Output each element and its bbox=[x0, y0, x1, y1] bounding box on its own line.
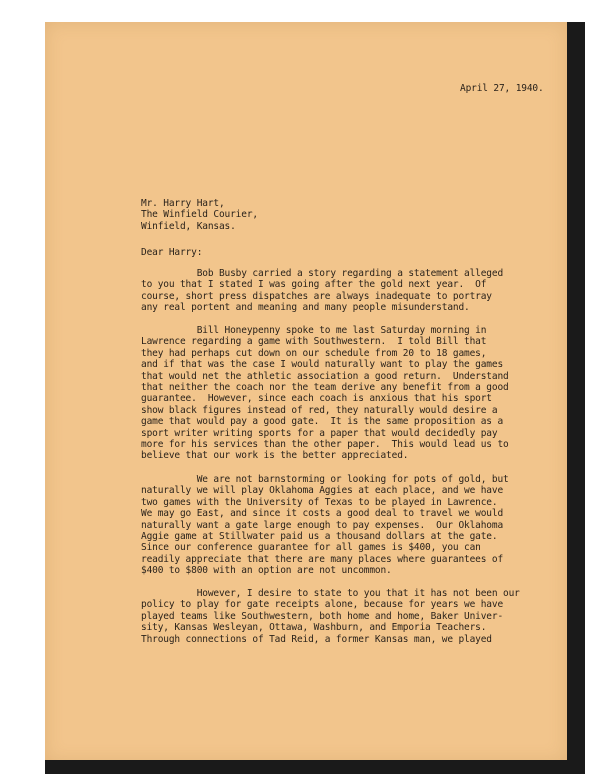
address-line: Mr. Harry Hart, bbox=[141, 198, 225, 209]
text-line: policy to play for gate receipts alone, because for years we have bbox=[141, 599, 504, 611]
text-line: game that would pay a good gate. It is the same proposition as a bbox=[141, 416, 504, 428]
text-line: two games with the University of Texas to be played in Lawrence. bbox=[141, 496, 498, 508]
paragraph-2 bbox=[141, 325, 509, 462]
text-line: Aggie game at Stillwater paid us a thousand dollars at the gate. bbox=[141, 531, 498, 543]
text-line: Through connections of Tad Reid, a former Kansas man, we played bbox=[141, 633, 492, 645]
address-line: Winfield, Kansas. bbox=[141, 220, 236, 232]
text-line: $400 to $800 with an option are not uncommon. bbox=[141, 565, 392, 577]
scan-border-right bbox=[567, 22, 585, 762]
text-line: We may go East, and since it costs a good deal to travel we would bbox=[141, 508, 504, 520]
text-line: Since our conference guarantee for all games is $400, you can bbox=[141, 542, 481, 554]
text-line: naturally want a gate large enough to pay expenses. Our Oklahoma bbox=[141, 519, 504, 531]
text-line: guarantee. However, since each coach is anxious that his sport bbox=[141, 393, 492, 405]
text-line: they had perhaps cut down on our schedule from 20 to 18 games, bbox=[141, 347, 487, 359]
text-line: more for his services than the other paper. This would lead us to bbox=[141, 439, 509, 451]
text-line: Lawrence regarding a game with Southwestern. I told Bill that bbox=[141, 336, 487, 348]
text-line: naturally we will play Oklahoma Aggies at each place, and we have bbox=[141, 485, 504, 497]
salutation: Dear Harry: bbox=[141, 247, 203, 258]
recipient-address bbox=[141, 198, 258, 232]
text-line: that would net the athletic association a good return. Understand bbox=[141, 370, 509, 382]
text-line: played teams like Southwestern, both home and home, Baker Univer- bbox=[141, 610, 504, 622]
text-line: However, I desire to state to you that it has not been our bbox=[141, 588, 520, 599]
text-line: sity, Kansas Wesleyan, Ottawa, Washburn, and Emporia Teachers. bbox=[141, 622, 487, 634]
text-line: show black figures instead of red, they naturally would desire a bbox=[141, 404, 498, 416]
text-line: and if that was the case I would naturally want to play the games bbox=[141, 359, 504, 371]
text-line: believe that our work is the better appreciated. bbox=[141, 450, 409, 462]
text-line: readily appreciate that there are many places where guarantees of bbox=[141, 553, 504, 565]
paragraph-4 bbox=[141, 588, 520, 645]
address-line: The Winfield Courier, bbox=[141, 209, 258, 221]
text-line: sport writer writing sports for a paper that would decidedly pay bbox=[141, 427, 498, 439]
text-line: that neither the coach nor the team derive any benefit from a good bbox=[141, 382, 509, 394]
scan-border-bottom bbox=[45, 760, 585, 774]
letter-date: April 27, 1940. bbox=[460, 83, 544, 94]
text-line: We are not barnstorming or looking for pots of gold, but bbox=[141, 474, 509, 485]
text-line: Bob Busby carried a story regarding a statement alleged bbox=[141, 268, 504, 279]
text-line: course, short press dispatches are always inadequate to portray bbox=[141, 290, 492, 302]
paragraph-3 bbox=[141, 474, 509, 577]
text-line: to you that I stated I was going after the gold next year. Of bbox=[141, 279, 487, 291]
paragraph-1 bbox=[141, 268, 503, 314]
text-line: Bill Honeypenny spoke to me last Saturday morning in bbox=[141, 325, 487, 336]
text-line: any real portent and meaning and many people misunderstand. bbox=[141, 302, 470, 314]
